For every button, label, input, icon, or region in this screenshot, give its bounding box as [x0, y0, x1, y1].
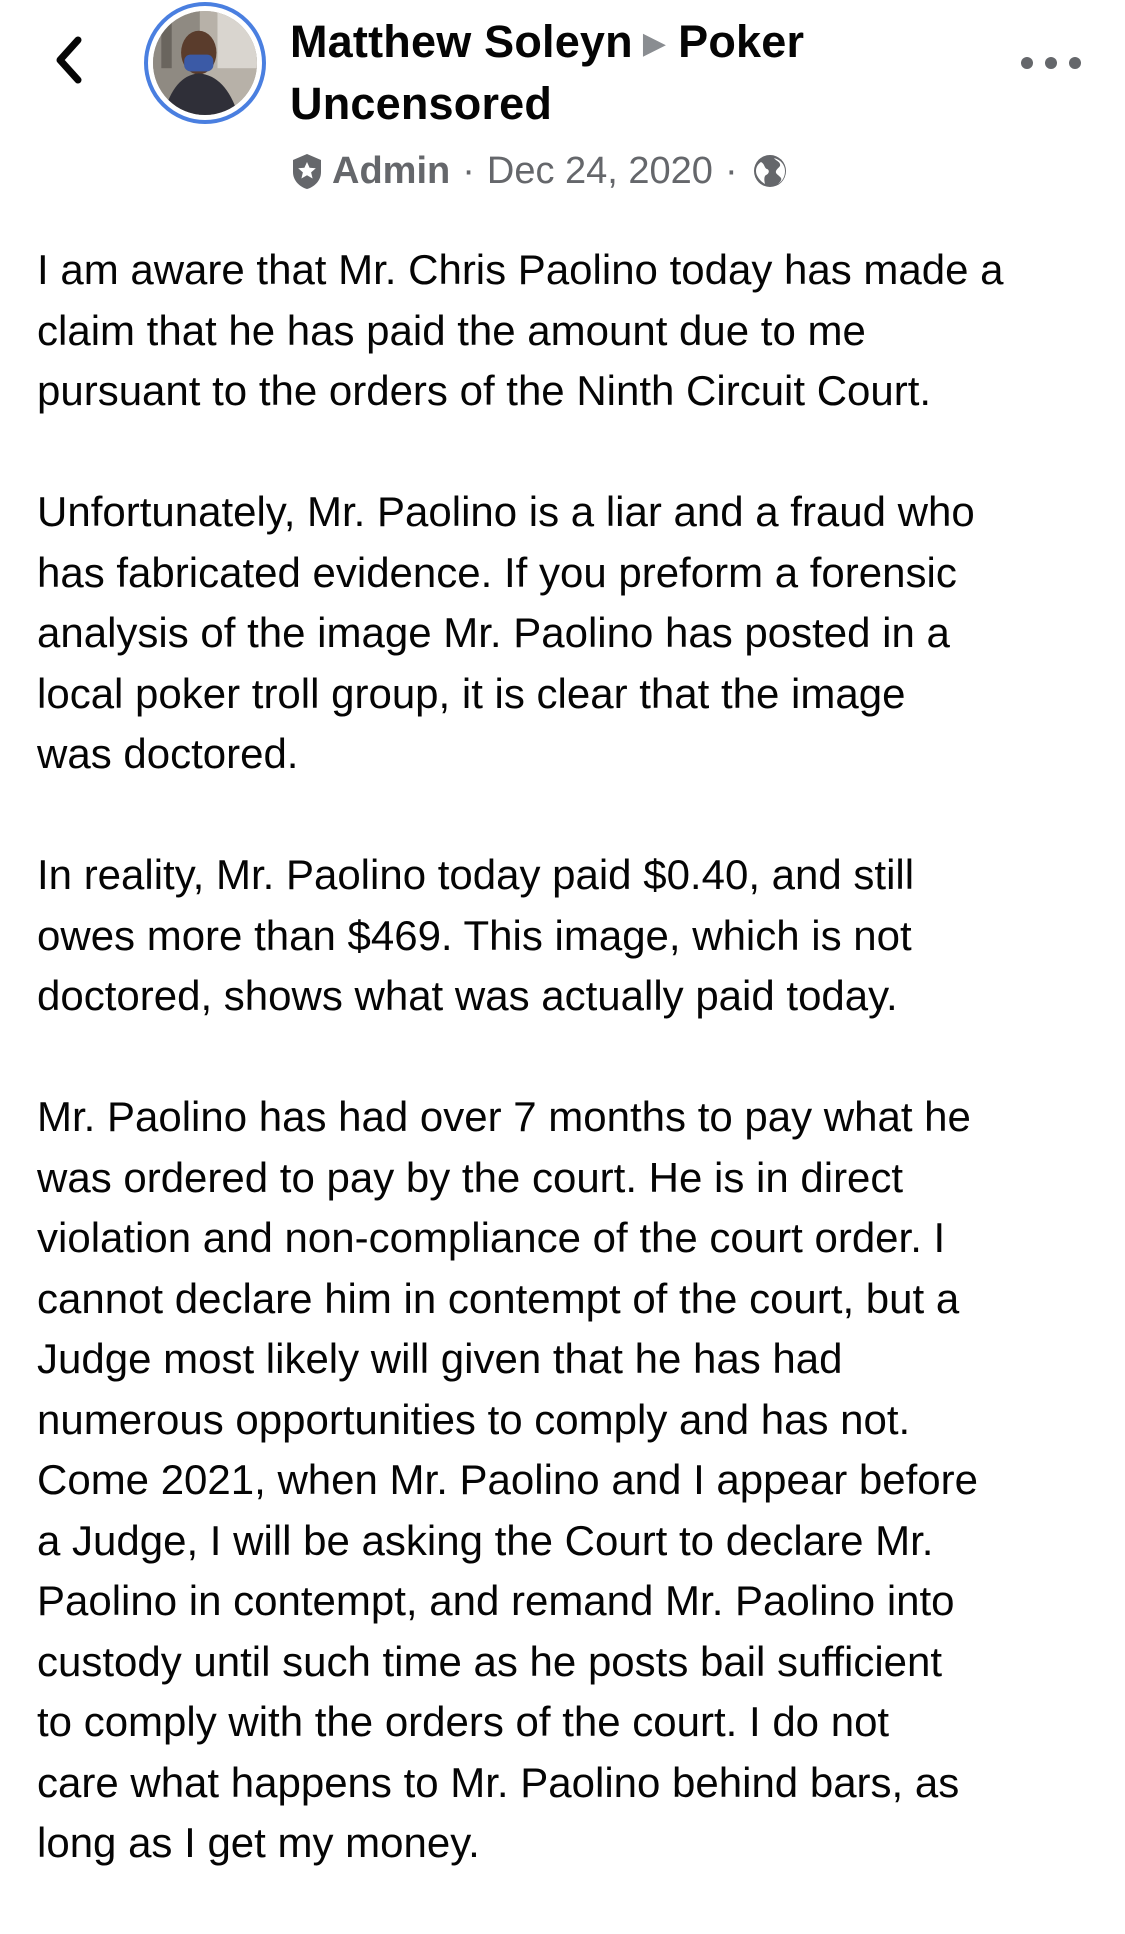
post-date[interactable]: Dec 24, 2020 [486, 150, 713, 192]
post-title [290, 12, 990, 134]
separator: · [462, 150, 475, 192]
role-label: Admin [332, 150, 451, 192]
more-options-button[interactable] [1021, 50, 1081, 76]
group-name-part2[interactable]: Uncensored [290, 78, 553, 129]
chevron-left-icon [54, 35, 84, 85]
avatar[interactable] [144, 2, 266, 124]
post-meta [290, 146, 990, 196]
avatar-photo [153, 11, 257, 115]
separator: · [724, 150, 738, 192]
admin-badge-icon [290, 152, 324, 190]
post-paragraph: Mr. Paolino has had over 7 months to pay what he was ordered to pay by the court. He is in direct violation and non-compliance of the court order. I cannot declare him in contempt of the court, but a Judge most likely will given that he has had numerous opportunities to comply and has not. Come 2021, when Mr. Paolino and I appear before a Judge, I will be asking the Court to declare Mr. Paolino in contempt, and remand Mr. Paolino into custody until such time as he posts bail sufficient to comply with the orders of the court. I do not care what happens to Mr. Paolino behind bars, as long as I get my money. [37, 1093, 978, 1866]
author-name[interactable]: Matthew Soleyn [290, 16, 633, 67]
post-paragraph: In reality, Mr. Paolino today paid $0.40, and still owes more than $469. This image, which is not doctored, shows what was actually paid today. [37, 851, 915, 1019]
post-body [37, 240, 1097, 1934]
post-header [0, 0, 1125, 200]
post-paragraph: I am aware that Mr. Chris Paolino today has made a claim that he has paid the amount due to me pursuant to the orders of the Ninth Circuit Court. [37, 246, 1004, 414]
globe-icon[interactable] [752, 153, 788, 189]
group-name-part1[interactable]: Poker [678, 16, 805, 67]
triangle-right-icon: ▶ [642, 27, 667, 60]
back-button[interactable] [44, 30, 94, 90]
more-icon [1021, 57, 1033, 69]
post-paragraph: Unfortunately, Mr. Paolino is a liar and a fraud who has fabricated evidence. If you preform a forensic analysis of the image Mr. Paolino has posted in a local poker troll group, it is clear that the image was doctored. [37, 488, 975, 777]
header-text [290, 12, 990, 196]
